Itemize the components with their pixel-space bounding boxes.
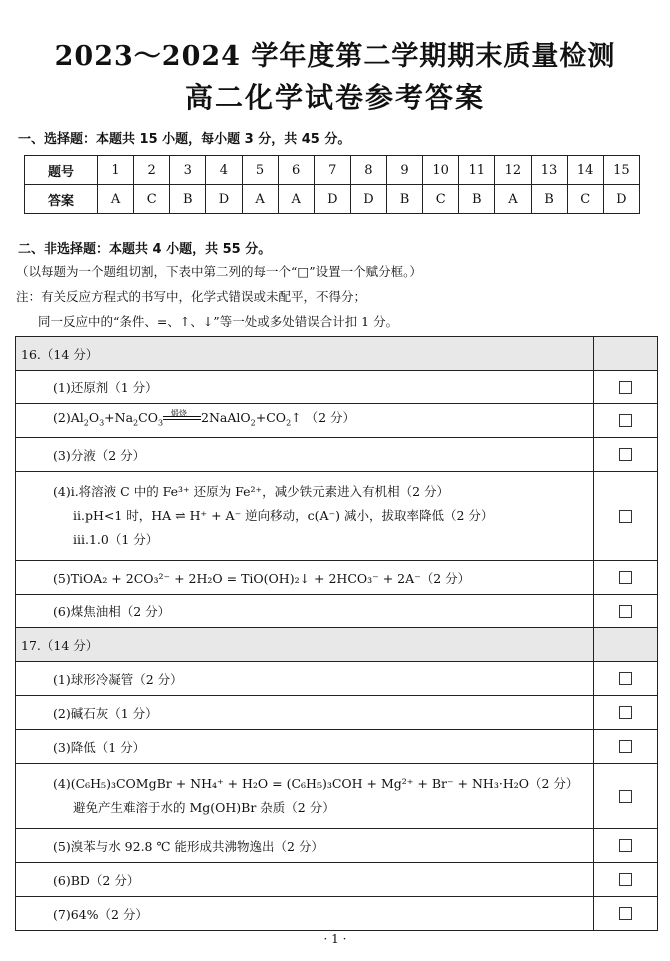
table-cell: A	[278, 185, 314, 214]
question-title: 16.（14 分）	[16, 337, 594, 370]
answer-row	[16, 371, 657, 404]
table-cell: B	[170, 185, 206, 214]
note-grading-boxes: （以每题为一个题组切割，下表中第二列的每一个“□”设置一个赋分框。）	[16, 264, 422, 279]
score-box[interactable]	[619, 605, 632, 618]
table-cell: A	[242, 185, 278, 214]
table-cell: 4	[206, 156, 242, 185]
score-box[interactable]	[619, 414, 632, 427]
answer-row	[16, 863, 657, 897]
answer-row	[16, 472, 657, 561]
score-box[interactable]	[619, 839, 632, 852]
answer-row	[16, 595, 657, 628]
table-cell: 3	[170, 156, 206, 185]
title-line-2: 高二化学试卷参考答案	[184, 81, 485, 114]
answers-row	[25, 185, 640, 214]
table-cell: 7	[314, 156, 350, 185]
table-cell: 15	[603, 156, 639, 185]
answer-text: $(2)Al_2O_3+Na_2CO_3$ 煅烧 $2NaAlO_2+CO_2↑$ （2 分）	[53, 409, 356, 428]
score-box[interactable]	[619, 672, 632, 685]
table-cell: D	[350, 185, 386, 214]
score-box[interactable]	[619, 790, 632, 803]
answer-row	[16, 730, 657, 764]
answer-row	[16, 662, 657, 696]
answer-text: (4)ⅰ.将溶液 C 中的 Fe³⁺ 还原为 Fe²⁺，减少铁元素进入有机相（2 分）	[53, 484, 450, 499]
table-cell: A	[495, 185, 531, 214]
score-box[interactable]	[619, 740, 632, 753]
answer-text: (2)碱石灰（1 分）	[16, 696, 594, 729]
score-box[interactable]	[619, 706, 632, 719]
answer-text: (5)TiOA₂ + 2CO₃²⁻ + 2H₂O = TiO(OH)₂↓ + 2HCO₃⁻ + 2A⁻（2 分）	[16, 561, 594, 594]
answer-row	[16, 696, 657, 730]
numbers-row	[25, 156, 640, 185]
answer-text: (5)溴苯与水 92.8 ℃ 能形成共沸物逸出（2 分）	[16, 829, 594, 862]
table-cell: 14	[567, 156, 603, 185]
answer-text: ⅱ.pH<1 时，HA ⇌ H⁺ + A⁻ 逆向移动，c(A⁻) 减小，拔取率降低（2 分）	[73, 508, 494, 523]
table-cell: 5	[242, 156, 278, 185]
table-cell: C	[423, 185, 459, 214]
answer-table	[24, 155, 640, 214]
table-cell: B	[531, 185, 567, 214]
answers-label: 答案	[25, 185, 98, 214]
score-box[interactable]	[619, 907, 632, 920]
table-cell: C	[134, 185, 170, 214]
answer-text: ⅲ.1.0（1 分）	[73, 532, 159, 547]
table-cell: 1	[98, 156, 134, 185]
score-box[interactable]	[619, 510, 632, 523]
note-equations: 注：有关反应方程式的书写中，化学式错误或未配平，不得分；	[16, 289, 367, 304]
answer-row	[16, 561, 657, 595]
numbers-label: 题号	[25, 156, 98, 185]
table-cell: 12	[495, 156, 531, 185]
table-cell: 2	[134, 156, 170, 185]
title-line-1: 2023～2024 学年度第二学期期末质量检测	[54, 41, 616, 72]
answer-row	[16, 404, 657, 438]
table-cell: 11	[459, 156, 495, 185]
score-box[interactable]	[619, 873, 632, 886]
section-2-heading: 二、非选择题：本题共 4 小题，共 55 分。	[18, 242, 272, 257]
score-box[interactable]	[619, 448, 632, 461]
table-cell: D	[206, 185, 242, 214]
table-cell: D	[603, 185, 639, 214]
score-box[interactable]	[619, 571, 632, 584]
table-cell: 8	[350, 156, 386, 185]
table-cell: 10	[423, 156, 459, 185]
table-cell: B	[387, 185, 423, 214]
answer-text: (4)(C₆H₅)₃COMgBr + NH₄⁺ + H₂O = (C₆H₅)₃COH + Mg²⁺ + Br⁻ + NH₃·H₂O（2 分）	[53, 776, 579, 791]
answer-text: (6)BD（2 分）	[16, 863, 594, 896]
question-header-16	[16, 337, 657, 371]
answer-row	[16, 764, 657, 829]
answer-text: (1)还原剂（1 分）	[16, 371, 594, 403]
section-1-heading: 一、选择题：本题共 15 小题，每小题 3 分，共 45 分。	[18, 132, 351, 147]
answer-text: 避免产生难溶于水的 Mg(OH)Br 杂质（2 分）	[73, 800, 335, 815]
page-number: · 1 ·	[323, 932, 347, 946]
answer-text: (7)64%（2 分）	[16, 897, 594, 930]
answer-row	[16, 438, 657, 472]
answer-row	[16, 897, 657, 931]
question-title: 17.（14 分）	[16, 628, 594, 661]
table-cell: A	[98, 185, 134, 214]
reaction-condition: 煅烧	[163, 411, 201, 425]
answer-text: (6)煤焦油相（2 分）	[16, 595, 594, 627]
answer-text: (3)降低（1 分）	[16, 730, 594, 763]
table-cell: 9	[387, 156, 423, 185]
answer-text: (1)球形冷凝管（2 分）	[16, 662, 594, 695]
table-cell: 13	[531, 156, 567, 185]
answer-grid	[15, 336, 658, 931]
answer-text: (3)分液（2 分）	[16, 438, 594, 471]
note-deduction: 同一反应中的“条件、=、↑、↓”等一处或多处错误合计扣 1 分。	[38, 314, 399, 329]
score-box[interactable]	[619, 381, 632, 394]
table-cell: 6	[278, 156, 314, 185]
question-header-17	[16, 628, 657, 662]
table-cell: D	[314, 185, 350, 214]
table-cell: B	[459, 185, 495, 214]
answer-row	[16, 829, 657, 863]
table-cell: C	[567, 185, 603, 214]
